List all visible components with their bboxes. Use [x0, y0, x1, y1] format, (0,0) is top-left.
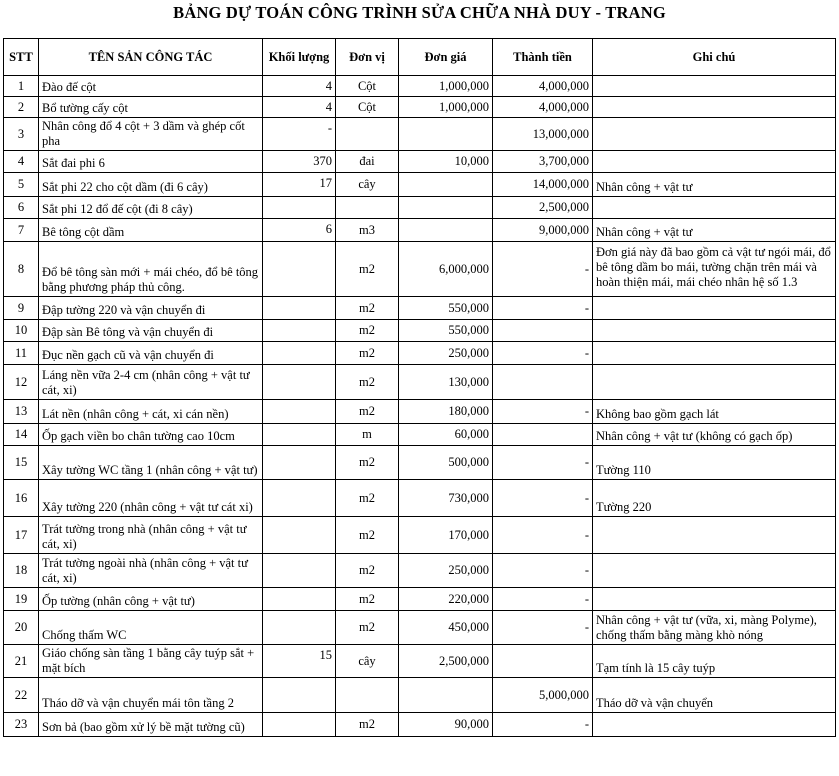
cell-price: 550,000: [399, 297, 493, 320]
cell-stt: 4: [4, 151, 39, 173]
cell-note: Tháo dỡ và vận chuyển: [593, 678, 836, 713]
cell-unit: m2: [336, 242, 399, 297]
cell-price: 1,000,000: [399, 76, 493, 97]
cell-total: -: [493, 446, 593, 480]
cell-total: [493, 320, 593, 342]
cell-name: Đục nền gạch cũ và vận chuyển đi: [39, 342, 263, 365]
cell-total: 4,000,000: [493, 97, 593, 118]
cell-unit: m2: [336, 400, 399, 424]
cell-stt: 21: [4, 645, 39, 678]
table-row: [4, 611, 836, 645]
cell-price: [399, 678, 493, 713]
cell-total: 5,000,000: [493, 678, 593, 713]
cell-unit: m2: [336, 480, 399, 517]
cell-unit: m2: [336, 517, 399, 554]
cell-unit: m2: [336, 588, 399, 611]
cell-stt: 12: [4, 365, 39, 400]
cell-note: Nhân công + vật tư: [593, 219, 836, 242]
header-total: Thành tiền: [493, 39, 593, 76]
cell-price: [399, 173, 493, 197]
cell-name: Tháo dỡ và vận chuyển mái tôn tầng 2: [39, 678, 263, 713]
cell-note: [593, 118, 836, 151]
cell-price: 550,000: [399, 320, 493, 342]
cell-qty: [263, 424, 336, 446]
cell-qty: [263, 342, 336, 365]
cell-note: [593, 297, 836, 320]
cell-price: 10,000: [399, 151, 493, 173]
table-row: [4, 197, 836, 219]
table-row: [4, 151, 836, 173]
cell-total: 4,000,000: [493, 76, 593, 97]
cell-qty: 4: [263, 76, 336, 97]
cell-note: [593, 554, 836, 588]
cell-note: Tường 110: [593, 446, 836, 480]
header-row: [4, 39, 836, 76]
cell-price: 170,000: [399, 517, 493, 554]
cell-qty: [263, 588, 336, 611]
cell-unit: m: [336, 424, 399, 446]
cell-note: [593, 76, 836, 97]
cell-note: [593, 713, 836, 737]
cell-name: Đổ bê tông sàn mới + mái chéo, đổ bê tông bằng phương pháp thủ công.: [39, 242, 263, 297]
cell-stt: 17: [4, 517, 39, 554]
cell-unit: m2: [336, 365, 399, 400]
cell-unit: m2: [336, 713, 399, 737]
cell-qty: -: [263, 118, 336, 151]
cell-stt: 3: [4, 118, 39, 151]
table-row: [4, 588, 836, 611]
cell-note: [593, 517, 836, 554]
cell-stt: 2: [4, 97, 39, 118]
cell-note: [593, 342, 836, 365]
cell-stt: 5: [4, 173, 39, 197]
cell-stt: 15: [4, 446, 39, 480]
table-row: [4, 446, 836, 480]
page-title: BẢNG DỰ TOÁN CÔNG TRÌNH SỬA CHỮA NHÀ DUY - TRANG: [173, 3, 666, 22]
cell-price: 220,000: [399, 588, 493, 611]
cell-qty: [263, 400, 336, 424]
cell-note: Nhân công + vật tư (không có gạch ốp): [593, 424, 836, 446]
table-row: [4, 400, 836, 424]
cell-note: Tạm tính là 15 cây tuýp: [593, 645, 836, 678]
table-row: [4, 297, 836, 320]
cell-stt: 20: [4, 611, 39, 645]
cell-name: Trát tường trong nhà (nhân công + vật tư cát, xi): [39, 517, 263, 554]
cell-note: Đơn giá này đã bao gồm cả vật tư ngói mái, đổ bê tông dầm bo mái, tường chặn trên mái và hoàn thiện mái, mái chéo nhân hệ số 1.3: [593, 242, 836, 297]
cell-name: Xây tường 220 (nhân công + vật tư cát xi): [39, 480, 263, 517]
header-qty: Khối lượng: [263, 39, 336, 76]
table-row: [4, 678, 836, 713]
cell-total: 3,700,000: [493, 151, 593, 173]
cell-total: -: [493, 517, 593, 554]
table-row: [4, 219, 836, 242]
cell-qty: [263, 297, 336, 320]
cell-name: Sắt phi 22 cho cột dầm (đi 6 cây): [39, 173, 263, 197]
cell-price: 1,000,000: [399, 97, 493, 118]
cell-price: 250,000: [399, 342, 493, 365]
cell-unit: m2: [336, 611, 399, 645]
cell-total: -: [493, 342, 593, 365]
cell-name: Xây tường WC tầng 1 (nhân công + vật tư): [39, 446, 263, 480]
cell-stt: 16: [4, 480, 39, 517]
cell-note: [593, 197, 836, 219]
cell-note: [593, 151, 836, 173]
cell-name: Chống thấm WC: [39, 611, 263, 645]
table-row: [4, 424, 836, 446]
cell-name: Ốp tường (nhân công + vật tư): [39, 588, 263, 611]
cell-price: 2,500,000: [399, 645, 493, 678]
cell-price: 90,000: [399, 713, 493, 737]
table-row: [4, 342, 836, 365]
cell-total: 9,000,000: [493, 219, 593, 242]
cell-unit: m2: [336, 320, 399, 342]
header-stt: STT: [4, 39, 39, 76]
cell-qty: [263, 197, 336, 219]
cell-name: Bê tông cột dầm: [39, 219, 263, 242]
cell-qty: 15: [263, 645, 336, 678]
cell-name: Sắt đai phi 6: [39, 151, 263, 173]
cell-unit: Cột: [336, 76, 399, 97]
cell-total: [493, 645, 593, 678]
cell-name: Lát nền (nhân công + cát, xi cán nền): [39, 400, 263, 424]
cell-stt: 8: [4, 242, 39, 297]
cell-total: -: [493, 611, 593, 645]
cell-price: 130,000: [399, 365, 493, 400]
cell-stt: 13: [4, 400, 39, 424]
cell-qty: [263, 446, 336, 480]
table-row: [4, 365, 836, 400]
cell-total: -: [493, 554, 593, 588]
cell-note: [593, 588, 836, 611]
cell-stt: 11: [4, 342, 39, 365]
table-row: [4, 173, 836, 197]
header-name: TÊN SẢN CÔNG TÁC: [39, 39, 263, 76]
cell-qty: [263, 320, 336, 342]
table-row: [4, 97, 836, 118]
cell-stt: 1: [4, 76, 39, 97]
cell-total: [493, 424, 593, 446]
cell-price: 180,000: [399, 400, 493, 424]
cell-total: -: [493, 297, 593, 320]
cell-unit: [336, 678, 399, 713]
table-row: [4, 76, 836, 97]
cell-total: -: [493, 480, 593, 517]
cell-price: [399, 219, 493, 242]
cell-name: Nhân công đổ 4 cột + 3 dầm và ghép cốt pha: [39, 118, 263, 151]
cell-name: Láng nền vữa 2-4 cm (nhân công + vật tư cát, xi): [39, 365, 263, 400]
table-row: [4, 480, 836, 517]
cell-name: Ốp gạch viền bo chân tường cao 10cm: [39, 424, 263, 446]
cell-name: Trát tường ngoài nhà (nhân công + vật tư cát, xi): [39, 554, 263, 588]
cell-unit: [336, 197, 399, 219]
cell-qty: [263, 242, 336, 297]
cell-name: Sơn bả (bao gồm xử lý bề mặt tường cũ): [39, 713, 263, 737]
cell-stt: 9: [4, 297, 39, 320]
cell-note: Không bao gồm gạch lát: [593, 400, 836, 424]
cell-note: [593, 365, 836, 400]
cell-total: 14,000,000: [493, 173, 593, 197]
cell-total: -: [493, 713, 593, 737]
cell-name: Bổ tường cấy cột: [39, 97, 263, 118]
cell-price: 500,000: [399, 446, 493, 480]
cell-price: [399, 197, 493, 219]
cell-note: Nhân công + vật tư: [593, 173, 836, 197]
table-row: [4, 517, 836, 554]
table-body: [4, 76, 836, 737]
cell-note: Tường 220: [593, 480, 836, 517]
cell-note: [593, 320, 836, 342]
cell-qty: [263, 713, 336, 737]
cell-total: 13,000,000: [493, 118, 593, 151]
cell-price: 450,000: [399, 611, 493, 645]
cell-qty: [263, 365, 336, 400]
cell-name: Giáo chống sàn tầng 1 bằng cây tuýp sắt + mặt bích: [39, 645, 263, 678]
cell-stt: 18: [4, 554, 39, 588]
cell-qty: [263, 554, 336, 588]
header-unit: Đơn vị: [336, 39, 399, 76]
table-row: [4, 554, 836, 588]
estimate-table: [3, 38, 836, 737]
table-row: [4, 242, 836, 297]
cell-name: Đập sàn Bê tông và vận chuyển đi: [39, 320, 263, 342]
cell-stt: 10: [4, 320, 39, 342]
cell-stt: 23: [4, 713, 39, 737]
cell-note: [593, 97, 836, 118]
cell-unit: m2: [336, 297, 399, 320]
cell-qty: 370: [263, 151, 336, 173]
cell-stt: 14: [4, 424, 39, 446]
cell-unit: Cột: [336, 97, 399, 118]
table-row: [4, 320, 836, 342]
cell-name: Đập tường 220 và vận chuyển đi: [39, 297, 263, 320]
header-note: Ghi chú: [593, 39, 836, 76]
cell-total: -: [493, 400, 593, 424]
cell-unit: cây: [336, 645, 399, 678]
cell-qty: [263, 678, 336, 713]
cell-unit: m2: [336, 554, 399, 588]
table-row: [4, 118, 836, 151]
cell-total: -: [493, 242, 593, 297]
cell-qty: [263, 517, 336, 554]
cell-name: Sắt phi 12 đổ đế cột (đi 8 cây): [39, 197, 263, 219]
cell-qty: [263, 611, 336, 645]
cell-note: Nhân công + vật tư (vữa, xi, màng Polyme), chống thấm bằng màng khò nóng: [593, 611, 836, 645]
header-price: Đơn giá: [399, 39, 493, 76]
cell-qty: [263, 480, 336, 517]
cell-price: 6,000,000: [399, 242, 493, 297]
cell-stt: 7: [4, 219, 39, 242]
cell-name: Đào đế cột: [39, 76, 263, 97]
cell-unit: m2: [336, 342, 399, 365]
cell-unit: đai: [336, 151, 399, 173]
cell-unit: [336, 118, 399, 151]
cell-qty: 6: [263, 219, 336, 242]
cell-total: -: [493, 588, 593, 611]
cell-unit: cây: [336, 173, 399, 197]
cell-stt: 22: [4, 678, 39, 713]
table-row: [4, 645, 836, 678]
cell-price: [399, 118, 493, 151]
cell-stt: 6: [4, 197, 39, 219]
cell-price: 60,000: [399, 424, 493, 446]
cell-price: 250,000: [399, 554, 493, 588]
cell-total: [493, 365, 593, 400]
cell-qty: 4: [263, 97, 336, 118]
cell-unit: m2: [336, 446, 399, 480]
cell-qty: 17: [263, 173, 336, 197]
cell-total: 2,500,000: [493, 197, 593, 219]
cell-stt: 19: [4, 588, 39, 611]
table-row: [4, 713, 836, 737]
cell-price: 730,000: [399, 480, 493, 517]
cell-unit: m3: [336, 219, 399, 242]
